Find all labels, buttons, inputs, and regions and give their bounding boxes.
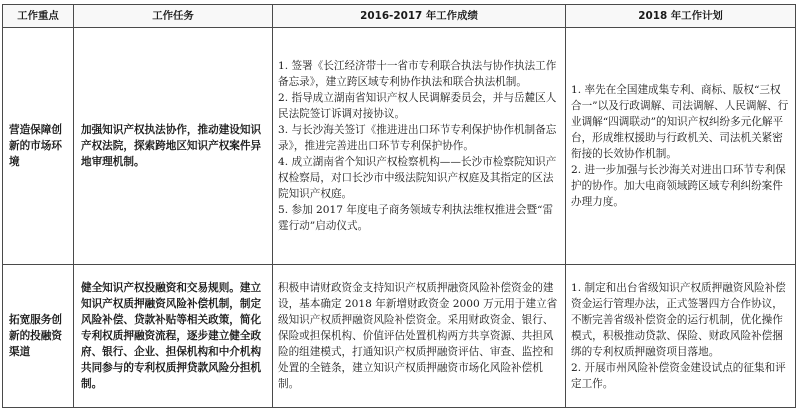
- focus-cell: 拓宽服务创新的投融资渠道: [3, 265, 74, 408]
- result-item: 积极申请财政资金支持知识产权质押融资风险补偿资金的建设，基本确定 2018 年新增财政资金 2000 万元用于建立省级知识产权质押融资风险补偿资金。采用财政资金、银行、保险或担保机构、价值评估处置机构两方共享资源、共担风险的组建模式，打通知识产权质押融资评估、审查、监控和处置的全链条，建立知识产权质押融资市场化风险补偿机制。: [278, 282, 558, 390]
- plan-cell: [566, 265, 796, 408]
- header-results: 2016-2017 年工作成绩: [273, 5, 566, 28]
- plan-item: 1. 率先在全国建成集专利、商标、版权“三权合一”以及行政调解、司法调解、人民调解、行业调解“四调联动”的知识产权纠纷多元化解平台，形成维权援助与行政机关、司法机关紧密衔接的长效协作机制。: [571, 84, 789, 160]
- work-plan-table: [2, 4, 796, 408]
- table-row: [3, 265, 796, 408]
- plan-item: 1. 制定和出台省级知识产权质押融资风险补偿资金运行管理办法，正式签署四方合作协议，不断完善省级补偿资金的运行机制，优化操作模式，积极推动贷款、保险、财政风险补偿捆绑的专利权质押融资项目落地。: [571, 282, 786, 358]
- focus-cell: 营造保障创新的市场环境: [3, 28, 74, 265]
- results-cell: [273, 28, 566, 265]
- result-item: 2. 指导成立湖南省知识产权人民调解委员会，并与岳麓区人民法院签订诉调对接协议。: [278, 92, 557, 120]
- header-focus: 工作重点: [3, 5, 74, 28]
- plan-item: 2. 进一步加强与长沙海关对进出口环节专利保护的协作。加大电商领域跨区域专利纠纷案件办理力度。: [571, 164, 786, 208]
- header-plan: 2018 年工作计划: [566, 5, 796, 28]
- result-item: 4. 成立湖南省个知识产权检察机构——长沙市检察院知识产权检察局，对口长沙市中级法院知识产权庭及其指定的区法院知识产权庭。: [278, 156, 557, 200]
- result-item: 3. 与长沙海关签订《推进进出口环节专利保护协作机制备忘录》，推进完善进出口环节专利保护协作。: [278, 124, 557, 152]
- table-row: [3, 28, 796, 265]
- task-cell: 健全知识产权投融资和交易规则。建立知识产权质押融资风险补偿机制，制定风险补偿、贷款补贴等相关政策，简化专利权质押融资流程，逐步建立健全政府、银行、企业、担保机构和中介机构共同参与的专利权质押贷款风险分担机制。: [74, 265, 273, 408]
- header-task: 工作任务: [74, 5, 273, 28]
- task-cell: 加强知识产权执法协作，推动建设知识产权法院，探索跨地区知识产权案件异地审理机制。: [74, 28, 273, 265]
- plan-cell: [566, 28, 796, 265]
- header-row: [3, 5, 796, 28]
- result-item: 5. 参加 2017 年度电子商务领域专利执法维权推进会暨“雷霆行动”启动仪式。: [278, 204, 554, 232]
- result-item: 1. 签署《长江经济带十一省市专利联合执法与协作执法工作备忘录》，建立跨区域专利协作执法和联合执法机制。: [278, 60, 557, 88]
- plan-item: 2. 开展市州风险补偿资金建设试点的征集和评定工作。: [571, 362, 786, 390]
- results-cell: [273, 265, 566, 408]
